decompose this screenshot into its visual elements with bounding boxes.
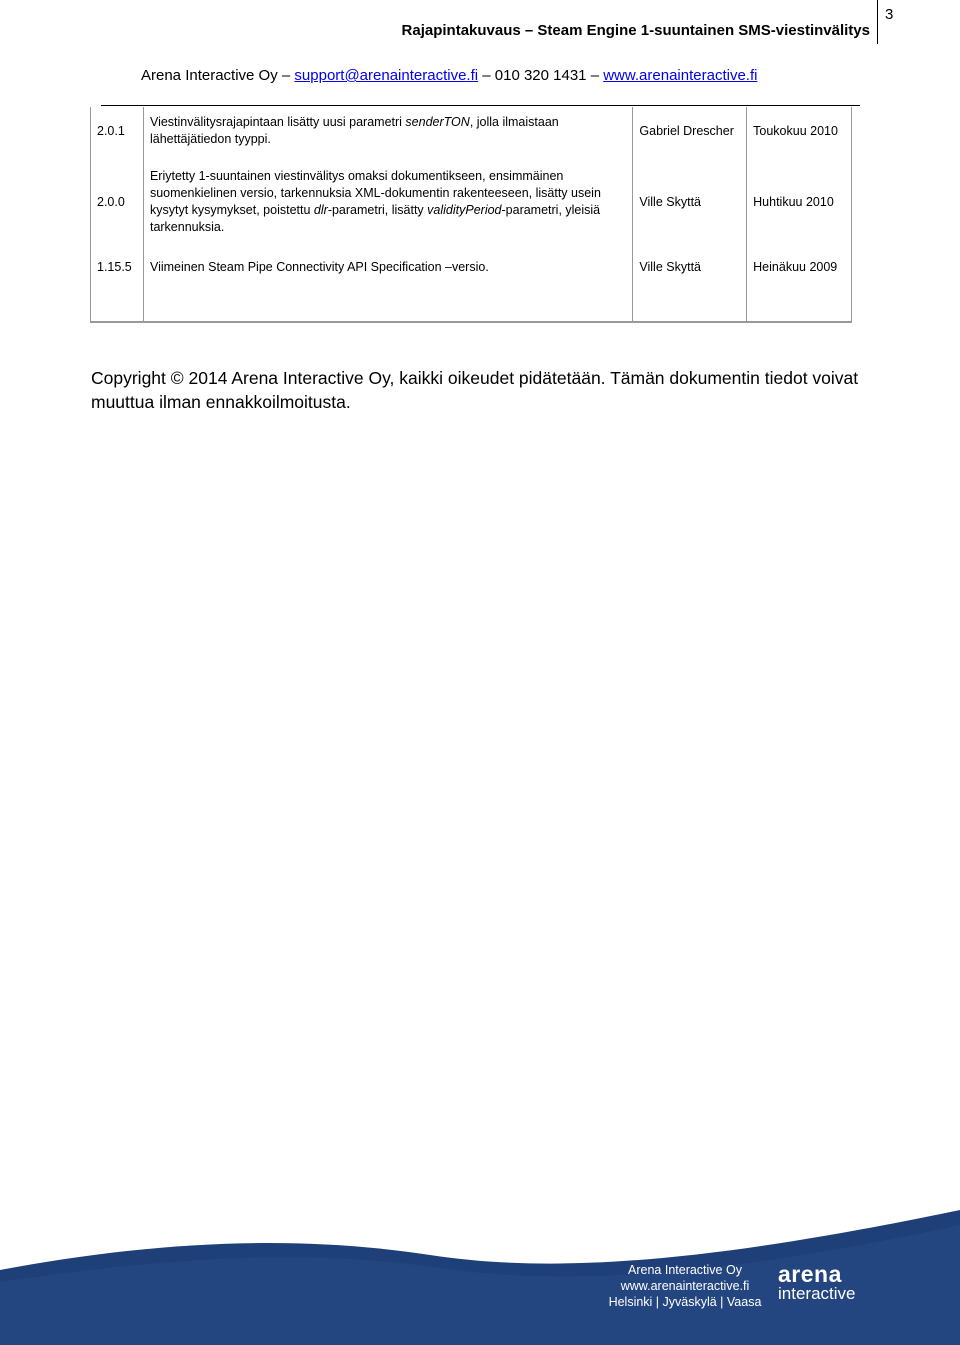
version-history-table bbox=[90, 107, 852, 323]
table-row bbox=[91, 249, 852, 322]
page-number: 3 bbox=[877, 0, 960, 44]
header-rule bbox=[101, 105, 860, 106]
footer-company: Arena Interactive Oy bbox=[628, 1263, 742, 1277]
document-title: Rajapintakuvaus – Steam Engine 1-suuntainen SMS-viestinvälitys bbox=[401, 22, 870, 39]
author-cell: Gabriel Drescher bbox=[633, 107, 747, 155]
description-cell: Viestinvälitysrajapintaan lisätty uusi parametri senderTON, jolla ilmaistaan lähettäjätiedon tyyppi. bbox=[143, 107, 632, 155]
table-row bbox=[91, 155, 852, 249]
footer-cities: Helsinki | Jyväskylä | Vaasa bbox=[608, 1295, 762, 1309]
table-row bbox=[91, 107, 852, 155]
date-cell: Huhtikuu 2010 bbox=[747, 155, 852, 249]
description-cell: Viimeinen Steam Pipe Connectivity API Specification –versio. bbox=[143, 249, 632, 322]
support-email-link[interactable]: support@arenainteractive.fi bbox=[294, 67, 479, 84]
author-cell: Ville Skyttä bbox=[633, 155, 747, 249]
separator: – bbox=[590, 67, 600, 84]
date-cell: Heinäkuu 2009 bbox=[747, 249, 852, 322]
company-name: Arena Interactive Oy bbox=[141, 67, 278, 84]
description-cell: Eriytetty 1-suuntainen viestinvälitys omaksi dokumentikseen, ensimmäinen suomenkielinen versio, tarkennuksia XML-dokumentin rakenteeseen, lisätty usein kysytyt kysymykset, poistettu dlr-parametri, lisätty validityPeriod-parametri, yleisiä tarkennuksia. bbox=[143, 155, 632, 249]
logo-word-arena: arena bbox=[778, 1261, 842, 1287]
version-cell: 1.15.5 bbox=[91, 249, 144, 322]
separator: – bbox=[281, 67, 291, 84]
phone-number: 010 320 1431 bbox=[494, 67, 587, 84]
footer-contact bbox=[600, 1262, 770, 1310]
version-cell: 2.0.1 bbox=[91, 107, 144, 155]
author-cell: Ville Skyttä bbox=[633, 249, 747, 322]
separator: – bbox=[482, 67, 491, 84]
date-cell: Toukokuu 2010 bbox=[747, 107, 852, 155]
version-cell: 2.0.0 bbox=[91, 155, 144, 249]
contact-line bbox=[141, 67, 757, 84]
footer-website: www.arenainteractive.fi bbox=[620, 1279, 750, 1293]
logo-word-interactive: interactive bbox=[778, 1284, 856, 1303]
website-link[interactable]: www.arenainteractive.fi bbox=[603, 67, 758, 84]
copyright-notice: Copyright © 2014 Arena Interactive Oy, kaikki oikeudet pidätetään. Tämän dokumentin tiedot voivat muuttua ilman ennakkoilmoitusta. bbox=[91, 368, 859, 412]
arena-interactive-logo bbox=[778, 1263, 868, 1303]
